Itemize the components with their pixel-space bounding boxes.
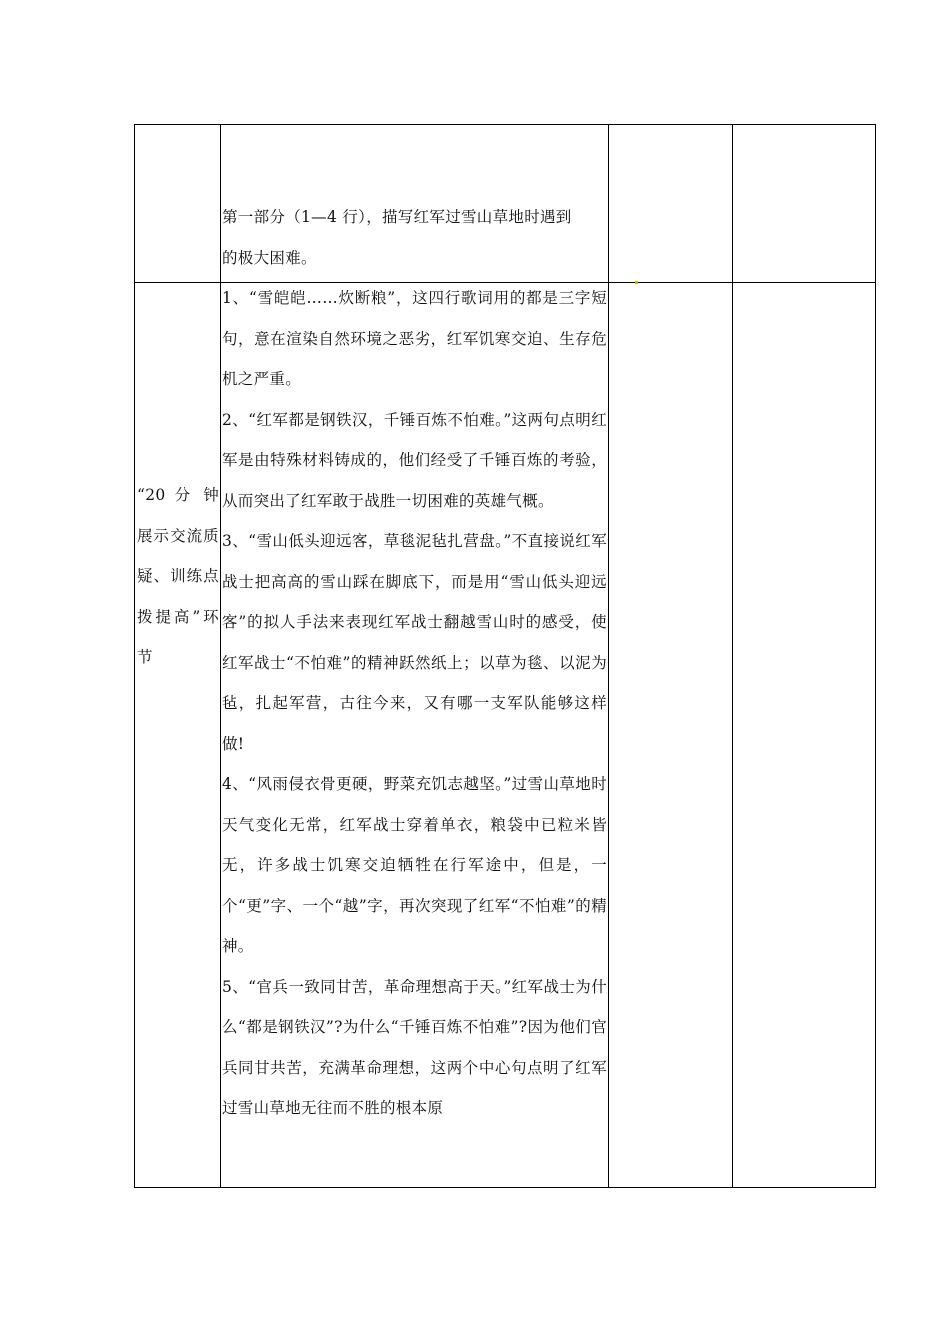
- content-paragraph: 2、“红军都是钢铁汉，千锤百炼不怕难。”这两句点明红军是由特殊材料铸成的，他们经受了千锤百炼的考验，从而突出了红军敢于战胜一切困难的英雄气概。: [222, 410, 607, 510]
- row1-content: [222, 197, 607, 278]
- column-divider: [608, 125, 609, 1187]
- row1-line: 第一部分（1—4 行），描写红军过雪山草地时遇到: [222, 208, 572, 226]
- lesson-table: [134, 124, 876, 1188]
- content-paragraph: 1、“雪皑皑……炊断粮”，这四行歌词用的都是三字短句，意在渲染自然环境之恶劣，红军饥寒交迫、生存危机之严重。: [222, 289, 607, 388]
- content-paragraph: 4、“风雨侵衣骨更硬，野菜充饥志越坚。”过雪山草地时天气变化无常，红军战士穿着单衣，粮袋中已粒米皆无，许多战士饥寒交迫牺牲在行军途中，但是，一个“更”字、一个“越”字，再次突现了红军“不怕难”的精神。: [222, 775, 607, 955]
- row1-line: 的极大困难。: [222, 248, 317, 267]
- content-paragraph: 3、“雪山低头迎远客，草毯泥毡扎营盘。”不直接说红军战士把高高的雪山踩在脚底下，而是用“雪山低头迎远客”的拟人手法来表现红军战士翻越雪山时的感受，使红军战士“不怕难”的精神跃然纸上；以草为毯、以泥为毡，扎起军营，古往今来，又有哪一支军队能够这样做!: [222, 532, 607, 753]
- stage-label: “20 分 钟展示交流质疑、训练点拨提高”环节: [137, 486, 219, 666]
- column-divider: [732, 125, 733, 1187]
- row2-content: [222, 278, 607, 1129]
- column-divider: [220, 125, 221, 1187]
- stray-mark: [635, 281, 638, 284]
- content-paragraph: 5、“官兵一致同甘苦，革命理想高于天。”红军战士为什么“都是钢铁汉”?为什么“千锤百炼不怕难”?因为他们官兵同甘共苦，充满革命理想，这两个中心句点明了红军过雪山草地无往而不胜的根本原: [222, 977, 607, 1117]
